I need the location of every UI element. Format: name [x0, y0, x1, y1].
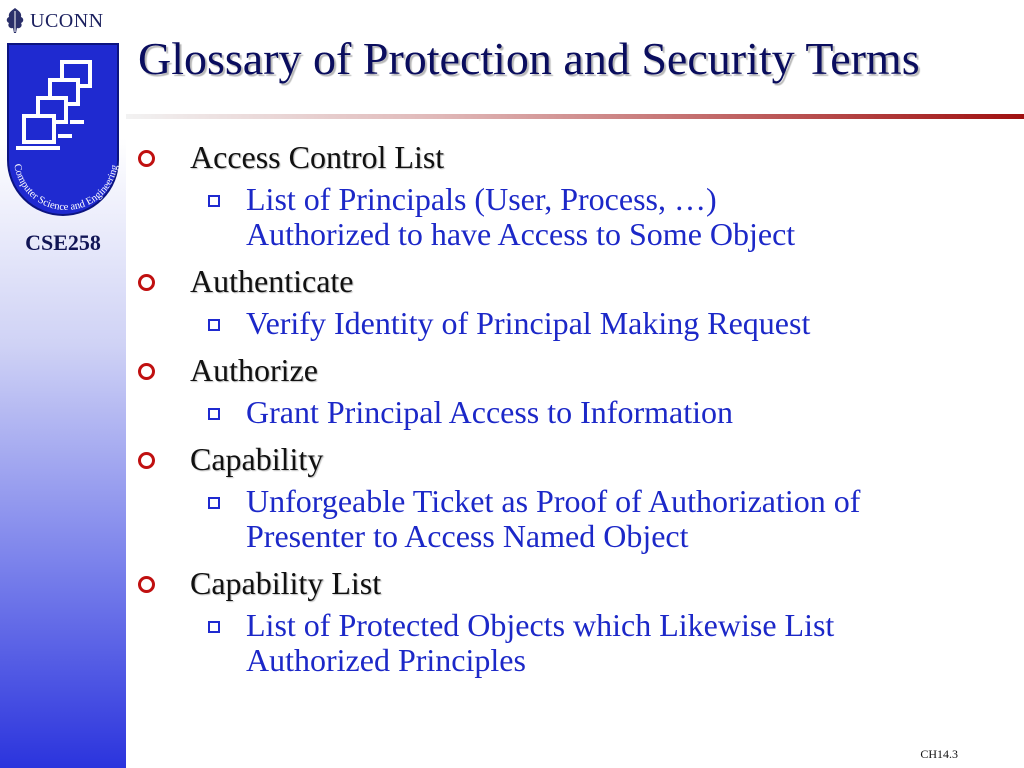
course-code: CSE258 — [25, 230, 101, 255]
glossary-term: Capability — [190, 441, 324, 477]
logo-caption: Computer Science and Engineering — [11, 162, 121, 214]
title-divider — [126, 114, 1024, 119]
glossary-definition-line: Unforgeable Ticket as Proof of Authorization of — [246, 483, 861, 519]
square-bullet-icon — [208, 497, 220, 509]
glossary-term: Capability List — [190, 565, 382, 601]
circle-bullet-icon — [138, 363, 155, 380]
square-bullet-icon — [208, 195, 220, 207]
sidebar — [0, 0, 126, 768]
oak-leaf-icon — [4, 7, 26, 35]
square-bullet-icon — [208, 621, 220, 633]
glossary-item — [134, 138, 1020, 252]
glossary-item — [134, 262, 1020, 341]
cse-logo — [0, 40, 126, 220]
circle-bullet-icon — [138, 576, 155, 593]
university-name: UCONN — [30, 9, 104, 32]
glossary-item — [134, 440, 1020, 554]
glossary-definition-line: List of Protected Objects which Likewise List — [246, 607, 835, 643]
circle-bullet-icon — [138, 274, 155, 291]
slide-title: Glossary of Protection and Security Terms — [138, 33, 920, 84]
circle-bullet-icon — [138, 150, 155, 167]
uconn-brand — [4, 4, 104, 38]
glossary-definition-line: List of Principals (User, Process, …) — [246, 181, 717, 217]
glossary-definition-line: Authorized Principles — [246, 642, 526, 678]
glossary-term: Access Control List — [190, 139, 445, 175]
square-bullet-icon — [208, 319, 220, 331]
square-bullet-icon — [208, 408, 220, 420]
glossary-item — [134, 564, 1020, 678]
glossary-list — [134, 138, 1020, 678]
glossary-definition-line: Grant Principal Access to Information — [246, 394, 733, 430]
glossary-term: Authenticate — [190, 263, 354, 299]
slide-number: CH14.3 — [920, 747, 958, 761]
glossary-definition-line: Presenter to Access Named Object — [246, 518, 689, 554]
glossary-definition-line: Verify Identity of Principal Making Request — [246, 305, 811, 341]
glossary-term: Authorize — [190, 352, 318, 388]
glossary-item — [134, 351, 1020, 430]
glossary-definition-line: Authorized to have Access to Some Object — [246, 216, 796, 252]
circle-bullet-icon — [138, 452, 155, 469]
